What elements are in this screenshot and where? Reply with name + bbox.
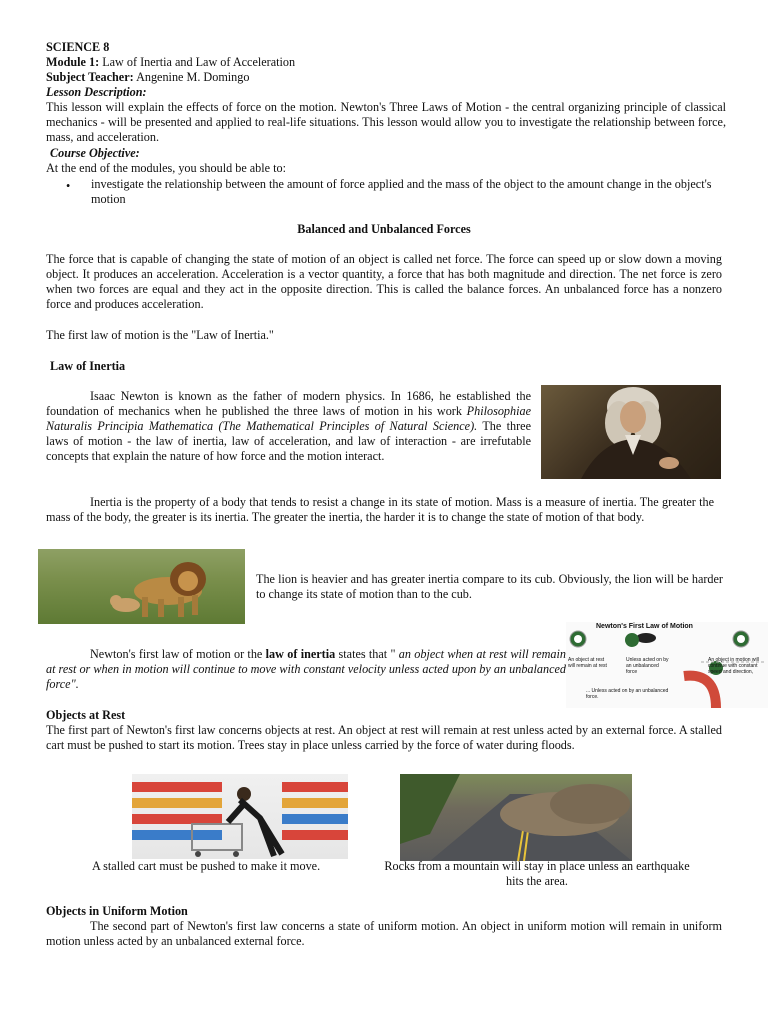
lion-photo xyxy=(38,549,245,624)
teacher-name: Angenine M. Domingo xyxy=(136,70,250,84)
inertia-title: Law of Inertia xyxy=(50,359,126,373)
diagram-label-1: An object at rest will remain at rest xyxy=(568,657,607,669)
teacher-label: Subject Teacher: xyxy=(46,70,134,84)
teacher-line xyxy=(46,70,249,85)
newton-para: Isaac Newton is known as the father of modern physics. In 1686, he established the foundation of mechanics when he published the three laws of motion in his work Philosophiae Naturalis Principia Mathematica (The Mathematical Principles of Natural Science). The three laws of motion - the law of inertia, law of acceleration, and law of interaction - are irrefutable concepts that explain the nature of how force and the motion interact. xyxy=(46,389,531,463)
objective-intro: At the end of the modules, you should be able to: xyxy=(46,161,286,175)
module-line xyxy=(46,55,295,70)
first-law-statement: Newton's first law of motion or the law of inertia states that " an object when at rest will remain at rest or when in motion will continue to move with constant velocity unless acted upon by an unbalanced force". xyxy=(46,647,566,691)
module-label: Module 1: xyxy=(46,55,100,69)
rest-title: Objects at Rest xyxy=(46,708,126,722)
objective-label: Course Objective: xyxy=(50,146,140,160)
lesson-desc: This lesson will explain the effects of force on the motion. Newton's Three Laws of Motion - the central organizing principle of classical mechanics - will be presented and applied to real-life situations. This lesson would allow you to investigate the relationship between force, mass, and acceleration. xyxy=(46,100,726,144)
first-law-line: The first law of motion is the "Law of Inertia." xyxy=(46,328,274,342)
module-title: Law of Inertia and Law of Acceleration xyxy=(102,55,296,69)
landslide-photo xyxy=(400,774,632,861)
first-law-diagram xyxy=(566,622,768,708)
rest-para: The first part of Newton's first law concerns objects at rest. An object at rest will remain at rest unless acted by an external force. A stalled cart must be pushed to start its motion. Trees stay in place unless carried by the force of water during floods. xyxy=(46,723,722,752)
diagram-title: Newton's First Law of Motion xyxy=(596,623,693,630)
course-title: SCIENCE 8 xyxy=(46,40,110,54)
balanced-title: Balanced and Unbalanced Forces xyxy=(297,222,471,236)
rocks-caption: Rocks from a mountain will stay in place unless an earthquake hits the area. xyxy=(384,859,690,888)
newton-portrait xyxy=(541,385,721,479)
inertia-para: Inertia is the property of a body that tends to resist a change in its state of motion. Mass is a measure of inertia. The greater the mass of the body, the greater is its inertia. The greater the inertia, the harder it is to change the state of motion of that body. xyxy=(46,495,714,524)
diagram-label-2: Unless acted on by an unbalanced force xyxy=(626,657,669,675)
objective-bullet: investigate the relationship between the amount of force applied and the mass of the object to the amount change in the object's motion xyxy=(91,177,712,206)
bullet-dot: • xyxy=(66,179,71,193)
lesson-desc-label: Lesson Description: xyxy=(46,85,147,99)
balanced-para: The force that is capable of changing the state of motion of an object is called net force. The force can speed up or slow down a moving object. It produces an acceleration. Acceleration is a vector quantity, a force that has both magnitude and direction. The net force is zero when two forces are equal and they act in the opposite direction. This is called the balance forces. An unbalanced force has a nonzero force and produces acceleration. xyxy=(46,252,722,311)
cart-caption: A stalled cart must be pushed to make it move. xyxy=(92,859,321,873)
cart-photo xyxy=(132,774,348,859)
uniform-title: Objects in Uniform Motion xyxy=(46,904,188,918)
uniform-para: The second part of Newton's first law concerns a state of uniform motion. An object in uniform motion will remain in uniform motion unless acted by an unbalanced external force. xyxy=(46,919,722,948)
lion-text: The lion is heavier and has greater inertia compare to its cub. Obviously, the lion will be harder to change its state of motion than to the cub. xyxy=(256,572,723,601)
diagram-label-4: ... Unless acted on by an unbalanced force. xyxy=(586,688,669,700)
diagram-label-3: An object in motion will continue with constant speed and direction, xyxy=(708,657,759,675)
